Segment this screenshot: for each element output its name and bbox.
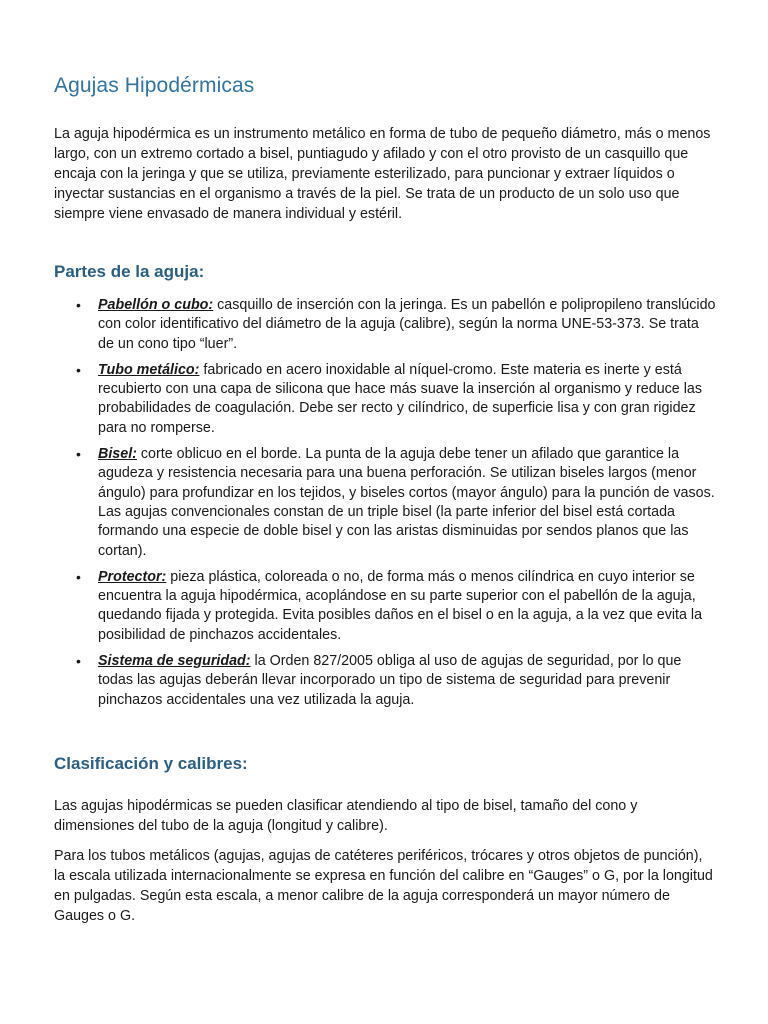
part-description: fabricado en acero inoxidable al níquel-cromo. Este materia es inerte y está recubierto con una capa de silicona que hace más suave la inserción al organismo y reduce las probabilidades de coagulación. Debe ser recto y cilíndrico, de superficie lisa y con gran rigidez para no romperse.	[98, 361, 702, 436]
parts-list	[54, 296, 716, 710]
classification-paragraph-1: Las agujas hipodérmicas se pueden clasificar atendiendo al tipo de bisel, tamaño del cono y dimensiones del tubo de la aguja (longitud y calibre).	[54, 797, 638, 834]
bullet-icon: •	[76, 361, 81, 378]
part-term: Tubo metálico:	[98, 361, 200, 378]
parts-heading: Partes de la aguja:	[54, 262, 205, 281]
part-description: casquillo de inserción con la jeringa. Es un pabellón e polipropileno translúcido con color identificativo del diámetro de la aguja (calibre), según la norma UNE-53-373. Se trata de un cono tipo “luer”.	[98, 297, 716, 352]
part-term: Protector:	[98, 568, 167, 585]
part-description: pieza plástica, coloreada o no, de forma más o menos cilíndrica en cuyo interior se encuentra la aguja hipodérmica, acoplándose en su parte superior con el pabellón de la aguja, quedando fijada y protegida. Evita posibles daños en el bisel o en la aguja, a la vez que evita la posibilidad de pinchazos accidentales.	[98, 568, 703, 643]
list-item	[76, 568, 716, 645]
intro-paragraph: La aguja hipodérmica es un instrumento metálico en forma de tubo de pequeño diámetro, más o menos largo, con un extremo cortado a bisel, puntiagudo y afilado y con el otro provisto de un casquillo que encaja con la jeringa y que se utiliza, previamente esterilizado, para puncionar y extraer líquidos o inyectar sustancias en el organismo a través de la piel. Se trata de un producto de un solo uso que siempre viene envasado de manera individual y estéril.	[54, 126, 711, 222]
list-item	[76, 652, 716, 710]
list-item	[76, 361, 716, 438]
classification-heading: Clasificación y calibres:	[54, 753, 248, 773]
bullet-icon: •	[76, 446, 81, 463]
classification-paragraph-2: Para los tubos metálicos (agujas, agujas de catéteres periféricos, trócares y otros objetos de punción), la escala utilizada internacionalmente se expresa en función del calibre en “Gauges” o G, por la longitud en pulgadas. Según esta escala, a menor calibre de la aguja corresponderá un mayor número de Gauges o G.	[54, 847, 713, 924]
part-term: Bisel:	[98, 446, 137, 463]
bullet-icon: •	[76, 568, 81, 585]
part-term: Sistema de seguridad:	[98, 653, 251, 670]
list-item	[76, 296, 716, 354]
part-term: Pabellón o cubo:	[98, 297, 214, 313]
list-item	[76, 445, 716, 561]
part-description: corte oblicuo en el borde. La punta de la aguja debe tener un afilado que garantice la agudeza y resistencia necesaria para una buena perforación. Se utilizan biseles largos (menor ángulo) para profundizar en los tejidos, y biseles cortos (mayor ángulo) para la punción de vasos. Las agujas convencionales constan de un triple bisel (la parte inferior del bisel está cortada formando una especie de doble bisel y con las aristas disminuidas por sendos planos que las cortan).	[98, 446, 715, 559]
document-title: Agujas Hipodérmicas	[54, 74, 255, 97]
bullet-icon: •	[76, 653, 81, 670]
bullet-icon: •	[76, 297, 81, 313]
part-description: la Orden 827/2005 obliga al uso de agujas de seguridad, por lo que todas las agujas deberán llevar incorporado un tipo de sistema de seguridad para prevenir pinchazos accidentales una vez utilizada la aguja.	[98, 653, 682, 708]
parts-list-block	[54, 296, 716, 710]
